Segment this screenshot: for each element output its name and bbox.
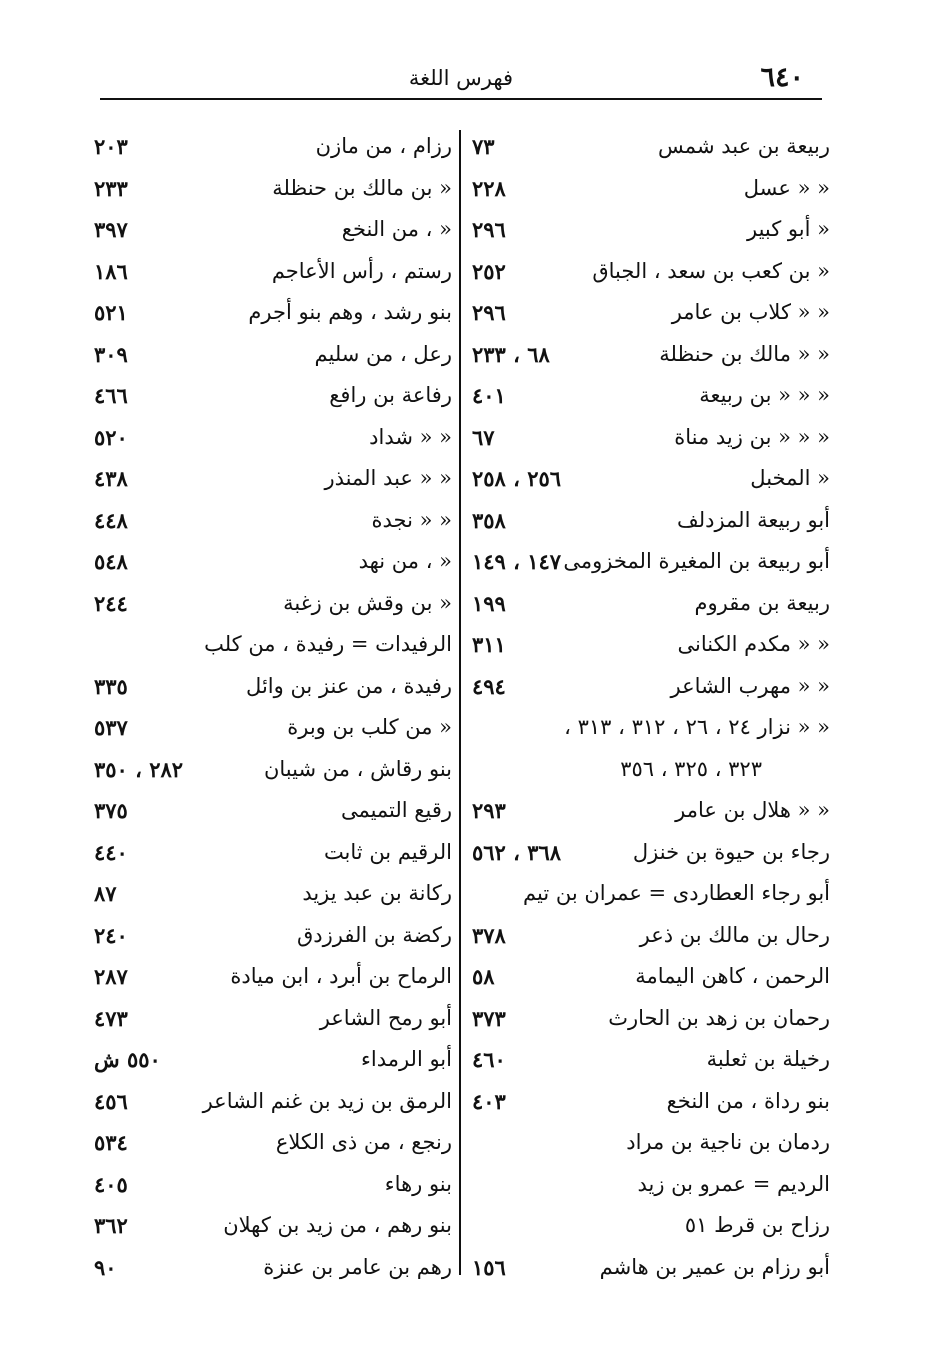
entry-pages: ٤٦٦ bbox=[94, 383, 128, 408]
entry-name: رعل ، من سليم bbox=[314, 341, 452, 366]
index-entry bbox=[92, 500, 454, 542]
entry-name: الرمق بن زيد بن غنم الشاعر bbox=[202, 1088, 452, 1113]
index-entry bbox=[92, 334, 454, 376]
index-entry bbox=[470, 583, 832, 625]
index-entry bbox=[92, 1247, 454, 1289]
entry-name: أبو رزام بن عمير بن هاشم bbox=[599, 1254, 830, 1279]
entry-name: رحمان بن زهد بن الحارث bbox=[608, 1005, 830, 1030]
entry-name: « ، من النخع bbox=[341, 217, 452, 241]
index-entry bbox=[470, 500, 832, 542]
index-entry bbox=[470, 1081, 832, 1123]
entry-pages: ٧٣ bbox=[472, 134, 495, 159]
entry-name: ركضة بن الفرزدق bbox=[296, 922, 452, 947]
index-entry bbox=[92, 209, 454, 251]
entry-pages: ١٥٦ bbox=[472, 1254, 506, 1280]
entry-pages: ٤٠٥ bbox=[94, 1171, 128, 1197]
index-entry bbox=[470, 998, 832, 1040]
index-entry bbox=[92, 583, 454, 625]
entry-name: ربيعة بن عبد شمس bbox=[658, 134, 830, 158]
entry-name: بنو رهاء bbox=[384, 1171, 452, 1196]
page-header bbox=[100, 58, 822, 98]
index-entry bbox=[470, 458, 832, 500]
page-number: ٦٤٠ bbox=[760, 62, 804, 93]
header-rule bbox=[100, 98, 822, 100]
entry-pages: ٥٨ bbox=[472, 964, 495, 989]
entry-name: « « « بن زيد مناة bbox=[674, 424, 830, 449]
entry-name: ردمان بن ناجية بن مراد bbox=[626, 1130, 830, 1154]
index-entry bbox=[92, 998, 454, 1040]
entry-name: « « شداد bbox=[369, 424, 452, 449]
entry-pages: ٥٣٧ bbox=[94, 715, 128, 740]
entry-pages: ٤٤٨ bbox=[94, 507, 128, 533]
entry-pages: ٢٣٣ bbox=[94, 175, 128, 201]
entry-name: رفيدة ، من عنز بن وائل bbox=[246, 673, 452, 698]
entry-pages: ٣٩٧ bbox=[94, 217, 128, 242]
index-entry bbox=[470, 1039, 832, 1081]
entry-name: ركانة بن عبد يزيد bbox=[302, 881, 452, 905]
index-entry bbox=[470, 375, 832, 417]
index-entry bbox=[470, 1122, 832, 1164]
entry-name: أبو رمح الشاعر bbox=[319, 1005, 452, 1030]
entry-name: « « « بن ربيعة bbox=[699, 383, 830, 407]
entry-name: « أبو كبير bbox=[747, 217, 830, 241]
entry-name: « ، من نهد bbox=[358, 549, 452, 573]
index-entry bbox=[92, 1122, 454, 1164]
entry-pages: ٤٠٣ bbox=[472, 1088, 506, 1114]
index-entry bbox=[470, 790, 832, 832]
index-entry bbox=[470, 624, 832, 666]
index-entry bbox=[470, 126, 832, 168]
entry-pages: ٢٩٦ bbox=[472, 217, 506, 242]
index-column-right bbox=[470, 126, 832, 1288]
entry-pages: ٢٠٣ bbox=[94, 134, 128, 159]
index-entry bbox=[470, 1205, 832, 1247]
entry-name: « بن مالك بن حنظلة bbox=[272, 175, 452, 200]
entry-pages: ٢٤٠ bbox=[94, 922, 128, 948]
entry-pages: ٣١١ bbox=[472, 632, 506, 657]
entry-pages: ٢٥٦ ، ٢٥٨ bbox=[472, 466, 562, 491]
entry-name: « بن وقش بن زغبة bbox=[283, 590, 452, 615]
entry-name: أبو رجاء العطاردى = عمران بن تيم bbox=[523, 881, 830, 905]
entry-pages: ٣٦٨ ، ٥٦٢ bbox=[472, 839, 562, 865]
index-entry bbox=[92, 915, 454, 957]
index-entry bbox=[470, 1164, 832, 1206]
entry-name: رنجع ، من ذى الكلاع bbox=[275, 1130, 452, 1154]
entry-name: « « نجدة bbox=[371, 507, 452, 532]
entry-pages: ٤٧٣ bbox=[94, 1005, 128, 1031]
index-entry bbox=[92, 417, 454, 459]
index-entry bbox=[470, 666, 832, 708]
entry-pages: ١٤٧ ، ١٤٩ bbox=[472, 549, 562, 574]
entry-name: « « مالك بن حنظلة bbox=[659, 341, 830, 366]
entry-pages: ١٨٦ bbox=[94, 258, 128, 284]
entry-pages: ٣٦٢ bbox=[94, 1213, 128, 1238]
entry-name: رجاء بن حيوة بن خنزل bbox=[632, 839, 830, 864]
index-entry bbox=[92, 292, 454, 334]
index-entry bbox=[92, 375, 454, 417]
entry-name: ٣٢٣ ، ٣٢٥ ، ٣٥٦ bbox=[620, 756, 762, 781]
index-entry bbox=[92, 790, 454, 832]
entry-name: « « مهرب الشاعر bbox=[670, 673, 830, 698]
index-entry bbox=[470, 956, 832, 998]
entry-pages: ٨٧ bbox=[94, 881, 117, 906]
entry-pages: ٣٣٥ bbox=[94, 673, 128, 699]
entry-pages: ٩٠ bbox=[94, 1254, 117, 1280]
index-entry bbox=[470, 915, 832, 957]
entry-name: بنو رقاش ، من شيبان bbox=[263, 756, 452, 781]
entry-name: الرقيم بن ثابت bbox=[323, 839, 452, 864]
entry-name: بنو رشد ، وهم بنو أجرم bbox=[248, 300, 452, 324]
entry-pages: ٢٩٣ bbox=[472, 798, 506, 823]
index-entry bbox=[470, 832, 832, 874]
entry-name: الرديم = عمرو بن زيد bbox=[637, 1171, 830, 1196]
index-entry bbox=[470, 707, 832, 749]
entry-pages: ٤٥٦ bbox=[94, 1088, 128, 1114]
entry-pages: ٢٨٧ bbox=[94, 964, 128, 989]
entry-pages: ٢٩٦ bbox=[472, 300, 506, 325]
index-entry bbox=[92, 541, 454, 583]
index-entry bbox=[92, 749, 454, 791]
entry-name: « « كلاب بن عامر bbox=[671, 300, 830, 324]
index-entry bbox=[92, 1039, 454, 1081]
index-entry bbox=[470, 541, 832, 583]
index-entry bbox=[470, 1247, 832, 1289]
index-entry bbox=[92, 624, 454, 666]
index-entry bbox=[92, 126, 454, 168]
entry-pages: ١٩٩ bbox=[472, 590, 506, 616]
index-entry bbox=[92, 956, 454, 998]
entry-name: الرماح بن أبرد ، ابن ميادة bbox=[230, 964, 452, 988]
entry-name: « بن كعب بن سعد ، الجباق bbox=[592, 258, 830, 283]
entry-pages: ٣٧٣ bbox=[472, 1005, 506, 1031]
entry-name: أبو ربيعة المزدلف bbox=[676, 507, 830, 532]
entry-name: رستم ، رأس الأعاجم bbox=[271, 258, 452, 283]
entry-pages: ٣٥٨ bbox=[472, 507, 506, 533]
entry-name: الرفيدات = رفيدة ، من كلب bbox=[204, 632, 452, 656]
entry-name: « « عبد المنذر bbox=[324, 466, 452, 490]
entry-name: رخيلة بن ثعلبة bbox=[706, 1047, 830, 1071]
entry-name: أبو الرمداء bbox=[360, 1047, 452, 1071]
entry-name: رفاعة بن رافع bbox=[329, 383, 452, 407]
entry-pages: ٥٢١ bbox=[94, 300, 128, 325]
entry-name: بنو رهم ، من زيد بن كهلان bbox=[223, 1213, 452, 1237]
entry-name: رزاح بن قرط ٥١ bbox=[684, 1213, 830, 1237]
entry-name: رقيع التميمى bbox=[340, 798, 452, 822]
entry-pages: ٤٦٠ bbox=[472, 1047, 506, 1072]
entry-name: بنو رداة ، من النخع bbox=[666, 1088, 830, 1113]
entry-pages: ٤٠١ bbox=[472, 383, 506, 408]
index-entry bbox=[92, 251, 454, 293]
entry-pages: ٣٧٥ bbox=[94, 798, 128, 823]
entry-name: رزام ، من مازن bbox=[315, 134, 452, 158]
index-entry bbox=[92, 873, 454, 915]
index-entry bbox=[470, 209, 832, 251]
entry-pages: ٢٢٨ bbox=[472, 175, 506, 201]
entry-pages: ٦٨ ، ٢٣٣ bbox=[472, 341, 550, 367]
index-entry bbox=[92, 458, 454, 500]
index-entry bbox=[92, 1164, 454, 1206]
index-entry bbox=[92, 707, 454, 749]
entry-name: « « هلال بن عامر bbox=[675, 798, 830, 822]
index-entry bbox=[470, 334, 832, 376]
index-entry bbox=[92, 1081, 454, 1123]
index-entry bbox=[92, 168, 454, 210]
entry-pages: ٤٣٨ bbox=[94, 466, 128, 491]
entry-pages: ٣٧٨ bbox=[472, 922, 506, 948]
index-entry bbox=[470, 168, 832, 210]
index-entry bbox=[470, 873, 832, 915]
index-entry bbox=[92, 1205, 454, 1247]
entry-name: « « عسل bbox=[743, 175, 830, 200]
entry-pages: ٣٠٩ bbox=[94, 341, 128, 367]
entry-pages: ٦٧ bbox=[472, 424, 495, 450]
entry-name: أبو ربيعة بن المغيرة المخزومى bbox=[563, 549, 830, 573]
entry-pages: ٥٥٠ ش bbox=[94, 1047, 161, 1072]
entry-name: « من كلب بن وبرة bbox=[287, 715, 452, 739]
entry-pages: ٢٤٤ bbox=[94, 590, 128, 616]
entry-name: الرحمن ، كاهن اليمامة bbox=[635, 964, 830, 988]
entry-pages: ٥٣٤ bbox=[94, 1130, 128, 1155]
page-title: فهرس اللغة bbox=[408, 66, 514, 90]
entry-pages: ٤٤٠ bbox=[94, 839, 128, 865]
index-entry bbox=[470, 251, 832, 293]
index-entry bbox=[92, 666, 454, 708]
entry-pages: ٢٨٢ ، ٣٥٠ bbox=[94, 756, 184, 782]
index-column-left bbox=[92, 126, 454, 1288]
column-divider bbox=[459, 130, 461, 1275]
index-entry bbox=[470, 292, 832, 334]
entry-pages: ٥٤٨ bbox=[94, 549, 128, 574]
entry-name: رهم بن عامر بن عنزة bbox=[263, 1254, 452, 1279]
entry-pages: ٤٩٤ bbox=[472, 673, 506, 699]
entry-name: « « مكدم الكنانى bbox=[677, 632, 830, 656]
index-entry bbox=[470, 417, 832, 459]
entry-pages: ٥٢٠ bbox=[94, 424, 128, 450]
entry-pages: ٢٥٢ bbox=[472, 258, 506, 284]
index-entry bbox=[470, 749, 832, 791]
entry-name: « « نزار ٢٤ ، ٢٦ ، ٣١٢ ، ٣١٣ ، bbox=[564, 715, 830, 739]
entry-name: ربيعة بن مقروم bbox=[694, 590, 830, 615]
entry-name: « المخبل bbox=[750, 466, 830, 490]
index-entry bbox=[92, 832, 454, 874]
entry-name: رحال بن مالك بن ذعر bbox=[639, 922, 830, 947]
